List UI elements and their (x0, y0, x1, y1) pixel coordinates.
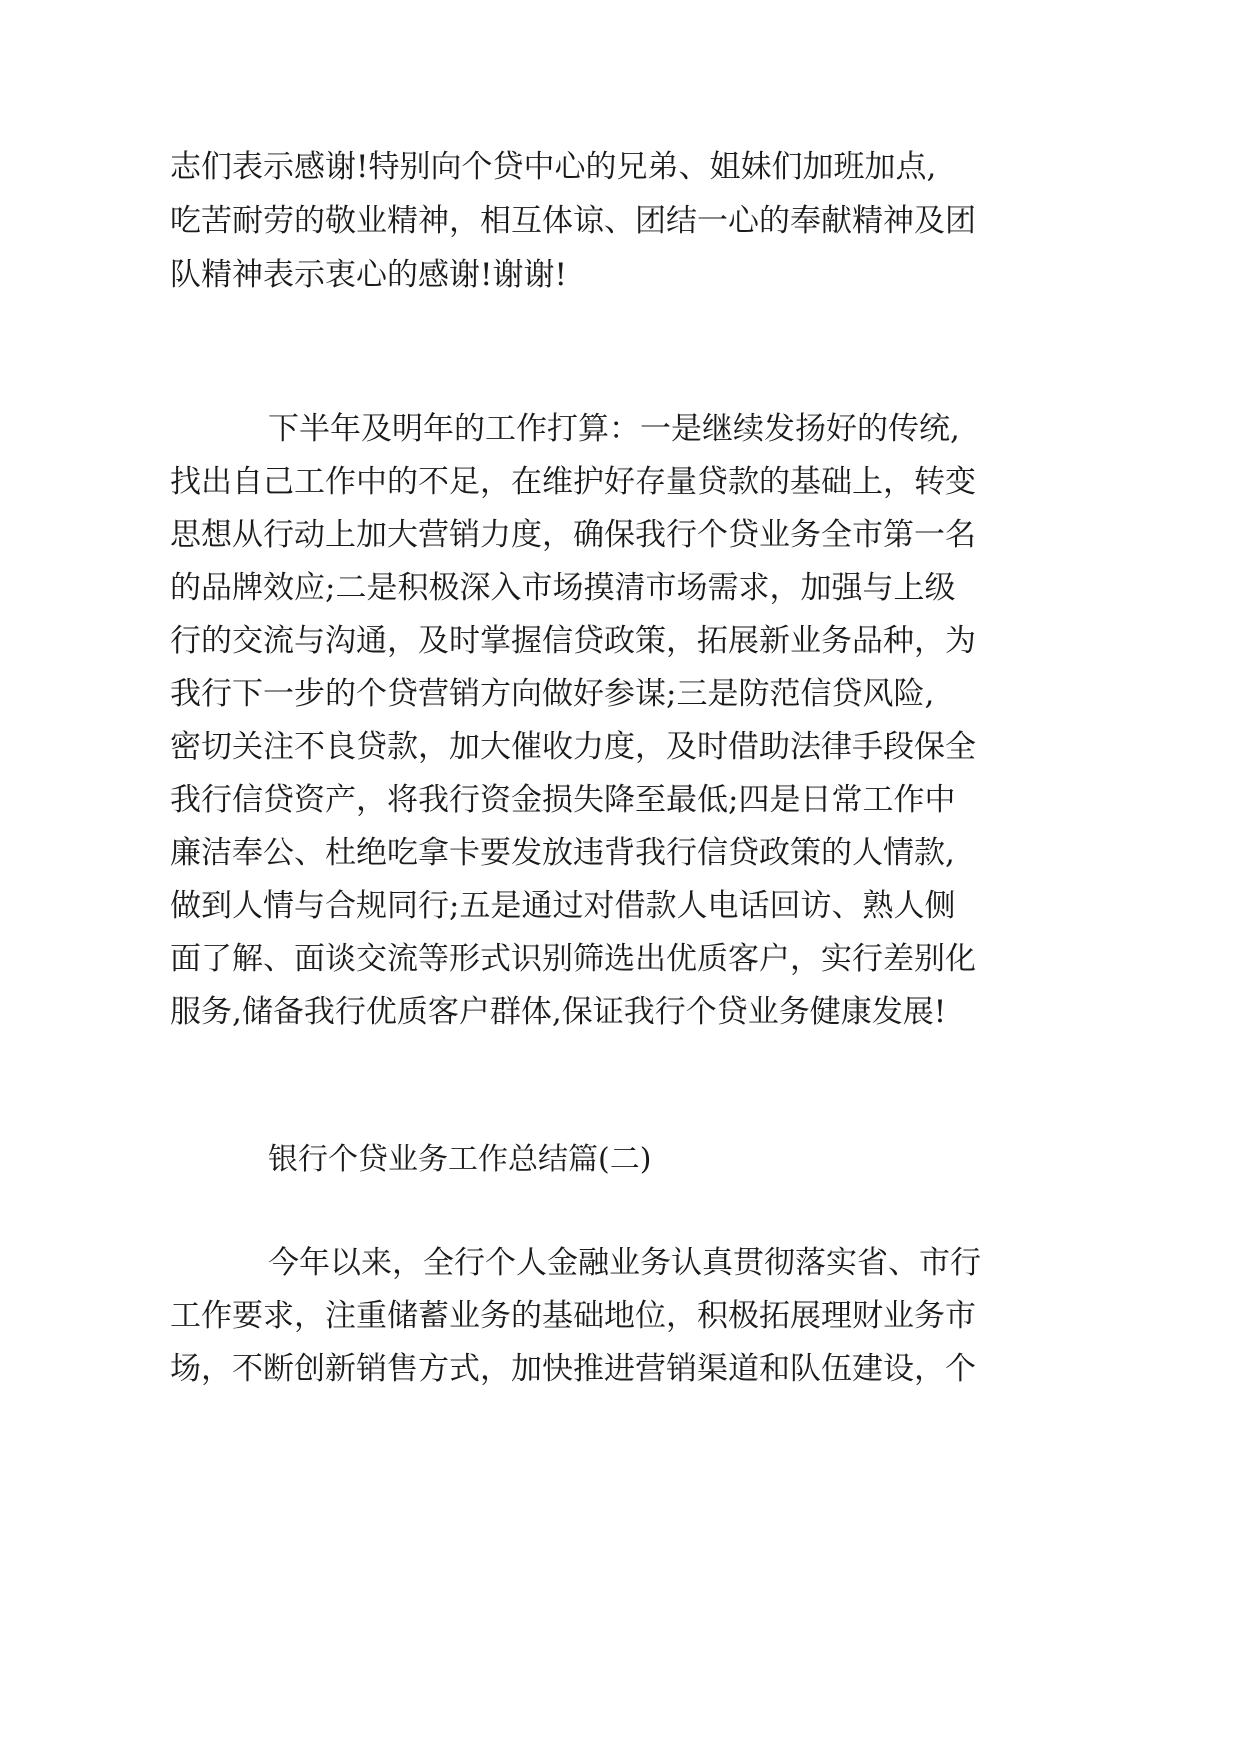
text-line: 今年以来，全行个人金融业务认真贯彻落实省、市行 (268, 1245, 981, 1281)
text-line: 吃苦耐劳的敬业精神，相互体谅、团结一心的奉献精神及团 (170, 203, 976, 239)
text-line: 工作要求，注重储蓄业务的基础地位，积极拓展理财业务市 (170, 1298, 976, 1334)
section-title: 银行个贷业务工作总结篇(二) (268, 1142, 652, 1177)
text-line: 密切关注不良贷款，加大催收力度，及时借助法律手段保全 (170, 729, 976, 765)
text-line: 思想从行动上加大营销力度，确保我行个贷业务全市第一名 (170, 517, 976, 553)
text-line: 做到人情与合规同行;五是通过对借款人电话回访、熟人侧 (170, 888, 956, 924)
text-line: 我行下一步的个贷营销方向做好参谋;三是防范信贷风险, (170, 676, 935, 712)
text-line: 服务,储备我行优质客户群体,保证我行个贷业务健康发展! (170, 994, 947, 1030)
text-line: 下半年及明年的工作打算：一是继续发扬好的传统, (268, 411, 960, 447)
text-line: 我行信贷资产，将我行资金损失降至最低;四是日常工作中 (170, 782, 956, 818)
text-line: 场，不断创新销售方式，加快推进营销渠道和队伍建设，个 (170, 1351, 976, 1387)
text-line: 的品牌效应;二是积极深入市场摸清市场需求，加强与上级 (170, 570, 956, 606)
text-line: 志们表示感谢!特别向个贷中心的兄弟、姐妹们加班加点, (170, 149, 937, 185)
text-line: 面了解、面谈交流等形式识别筛选出优质客户，实行差别化 (170, 941, 976, 977)
text-line: 找出自己工作中的不足，在维护好存量贷款的基础上，转变 (170, 464, 976, 500)
text-line: 行的交流与沟通，及时掌握信贷政策，拓展新业务品种，为 (170, 623, 976, 659)
text-line: 队精神表示衷心的感谢!谢谢! (170, 257, 567, 293)
text-line: 廉洁奉公、杜绝吃拿卡要发放违背我行信贷政策的人情款, (170, 835, 955, 871)
